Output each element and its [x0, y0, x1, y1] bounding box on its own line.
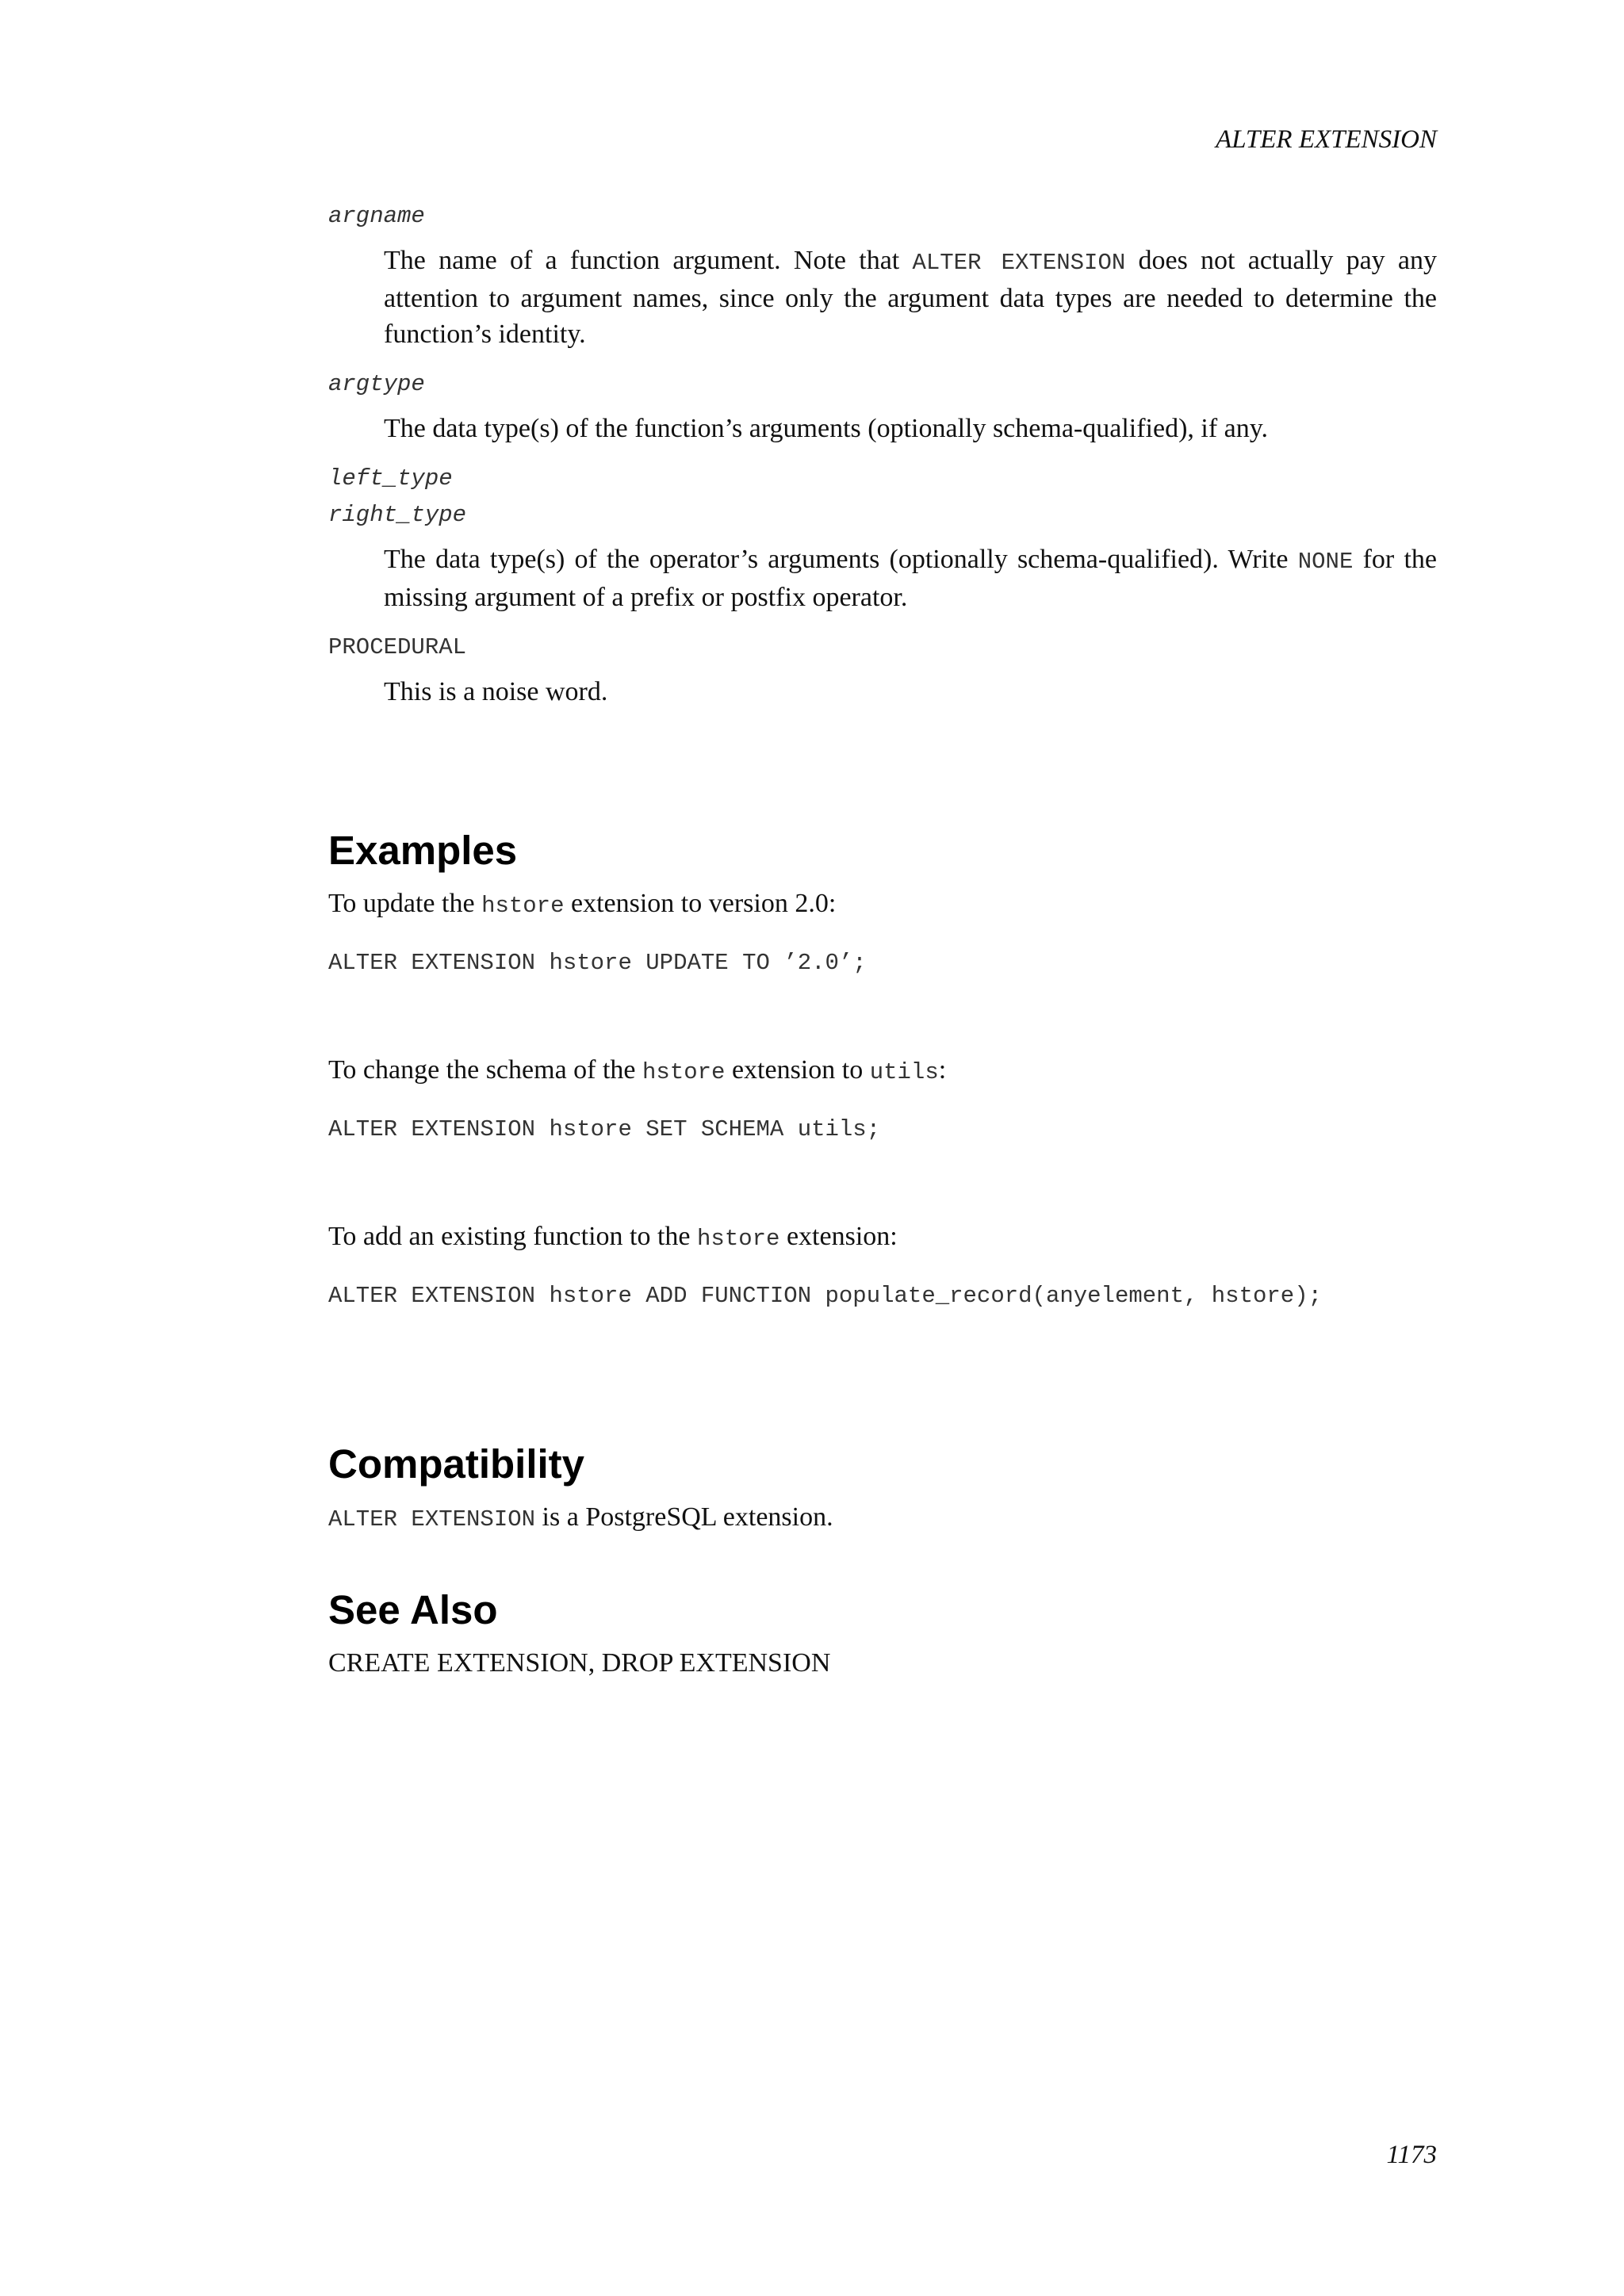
- inline-code: ALTER EXTENSION: [328, 1506, 536, 1533]
- parameter-list: [328, 198, 1437, 710]
- param-term: PROCEDURAL: [328, 634, 467, 660]
- text-run: To update the: [328, 889, 482, 918]
- param-term: right_type: [328, 502, 467, 528]
- param-term: argname: [328, 203, 425, 229]
- inline-code: utils: [869, 1059, 939, 1085]
- compatibility-text: [328, 1499, 1437, 1537]
- example-code: ALTER EXTENSION hstore SET SCHEMA utils;: [328, 1116, 881, 1142]
- text-run: does not actually pay any attention to argument names, since only the argument data types are needed to determine the function’s identity.: [384, 246, 1438, 349]
- param-description: [384, 243, 1437, 352]
- inline-code: hstore: [642, 1059, 726, 1085]
- param-argname: [328, 198, 1437, 352]
- inline-code: ALTER EXTENSION: [912, 250, 1126, 276]
- example-intro: [328, 886, 1437, 924]
- text-run: extension to version 2.0:: [564, 889, 837, 918]
- text-run: To change the schema of the: [328, 1055, 643, 1085]
- param-description: [384, 541, 1437, 615]
- page-content: [328, 198, 1437, 1681]
- text-run: extension to: [725, 1055, 870, 1085]
- param-term: left_type: [328, 465, 453, 492]
- page-number: 1173: [1386, 2141, 1437, 2169]
- examples-heading: Examples: [328, 828, 518, 873]
- example-intro: [328, 1052, 1437, 1090]
- compatibility-heading: Compatibility: [328, 1441, 585, 1487]
- param-left-right-type: [328, 461, 1437, 615]
- example-code: ALTER EXTENSION hstore UPDATE TO ’2.0’;: [328, 950, 867, 976]
- param-description: [384, 411, 1437, 446]
- inline-code: hstore: [697, 1226, 780, 1252]
- text-run: The name of a function argument. Note that: [384, 246, 913, 275]
- text-run: The data type(s) of the function’s arguments (optionally schema-qualified), if any.: [384, 414, 1269, 443]
- example-intro: [328, 1219, 1437, 1257]
- param-description: [384, 674, 1437, 710]
- text-run: extension:: [779, 1222, 898, 1251]
- running-header: ALTER EXTENSION: [1216, 125, 1437, 154]
- text-run: for the missing argument of a prefix or postfix operator.: [384, 545, 1437, 612]
- example-code: ALTER EXTENSION hstore ADD FUNCTION populate_record(anyelement, hstore);: [328, 1283, 1323, 1309]
- see-also-heading: See Also: [328, 1587, 498, 1632]
- param-term: argtype: [328, 371, 425, 397]
- inline-code: NONE: [1297, 549, 1354, 575]
- inline-code: hstore: [481, 893, 565, 919]
- see-also-text: CREATE EXTENSION, DROP EXTENSION: [328, 1648, 831, 1678]
- param-argtype: [328, 366, 1437, 446]
- text-run: :: [938, 1055, 947, 1085]
- text-run: To add an existing function to the: [328, 1222, 698, 1251]
- text-run: is a PostgreSQL extension.: [535, 1502, 833, 1532]
- param-procedural: [328, 629, 1437, 710]
- text-run: This is a noise word.: [384, 677, 608, 706]
- text-run: The data type(s) of the operator’s arguments (optionally schema-qualified). Write: [384, 545, 1298, 574]
